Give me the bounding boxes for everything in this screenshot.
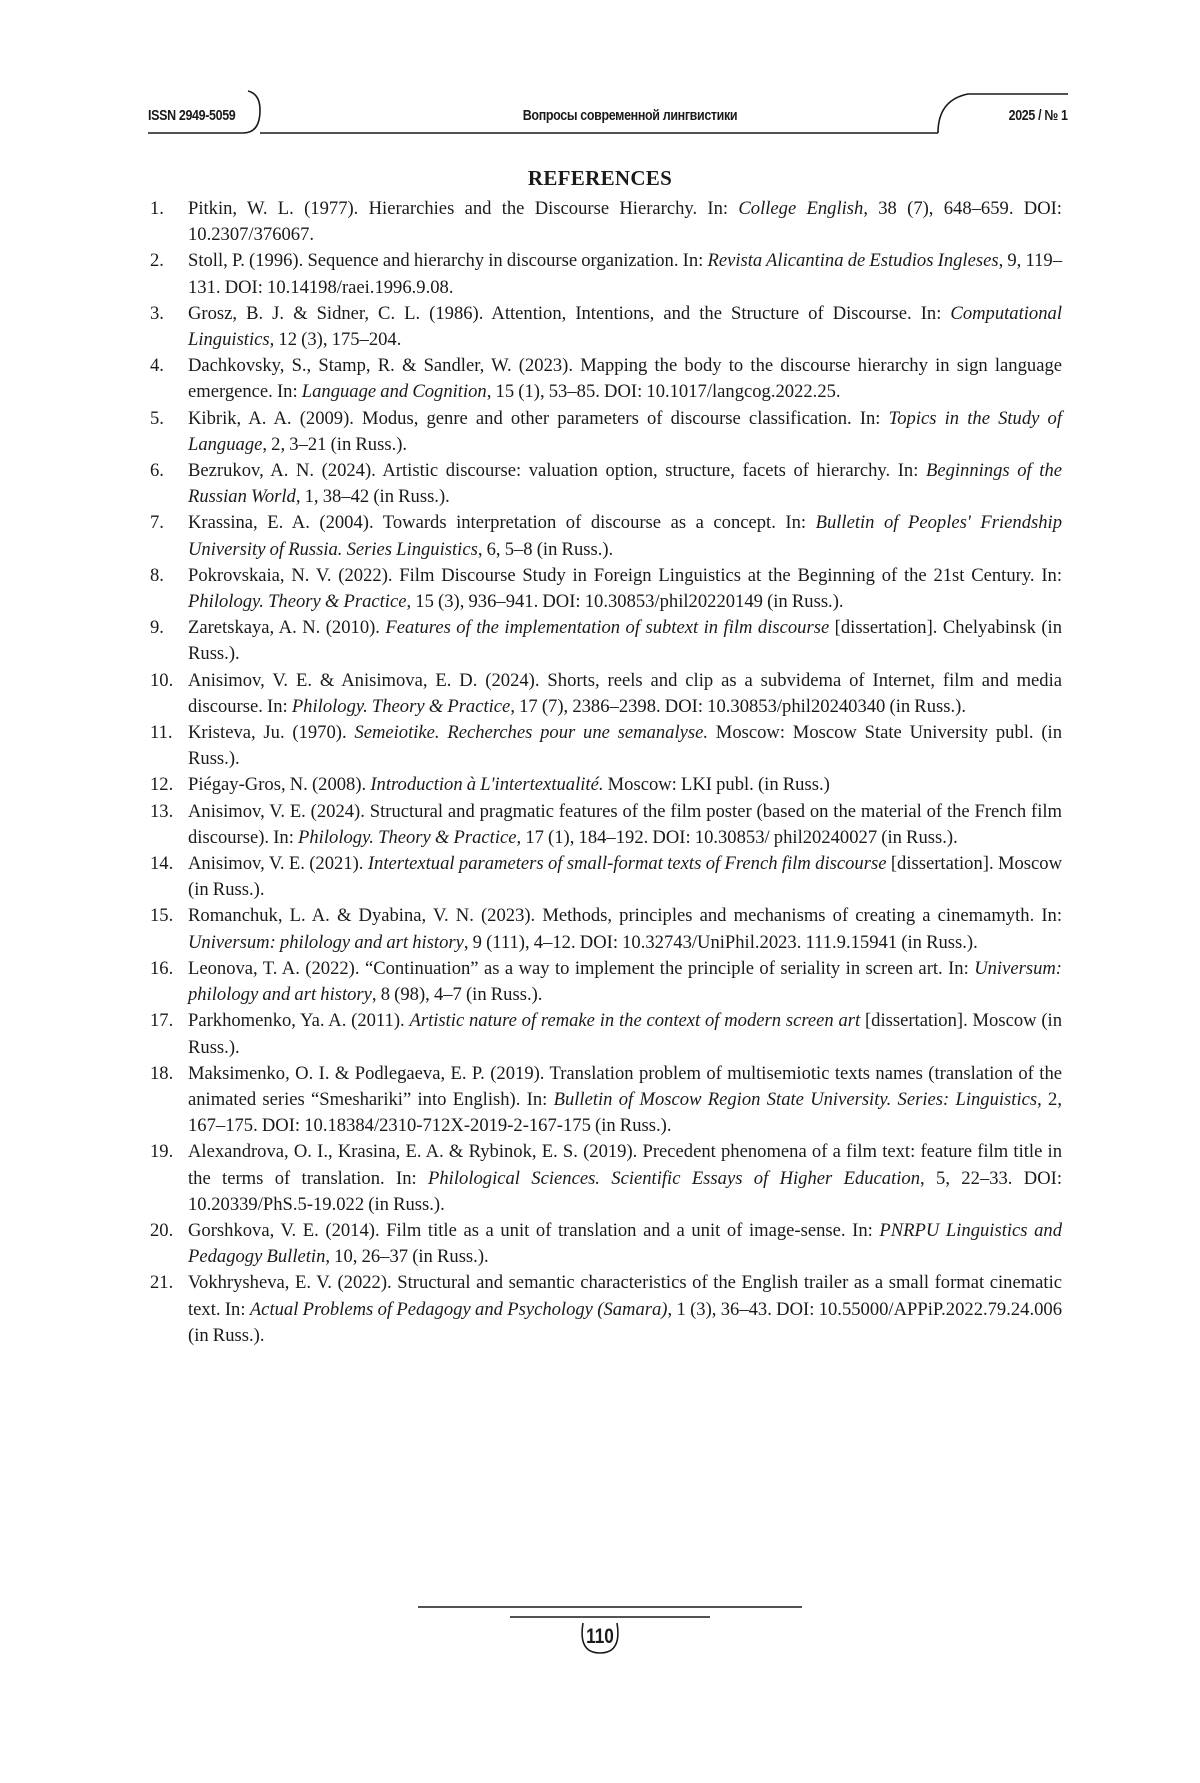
reference-text: , 12 (3), 175–204. (270, 329, 402, 350)
reference-number: 6. (150, 458, 164, 484)
reference-text: Dachkovsky, S., Stamp, R. & Sandler, W. (2023). Mapping the body to the discourse hierarchy in sign language emergence. In: (188, 355, 1062, 402)
reference-text: , 15 (1), 53–85. DOI: 10.1017/langcog.2022.25. (487, 381, 841, 402)
reference-item (150, 1008, 1062, 1060)
issue-label: 2025 / № 1 (1009, 108, 1068, 124)
reference-number: 16. (150, 956, 173, 982)
reference-number: 19. (150, 1139, 173, 1165)
journal-title: Вопросы современной лингвистики (523, 108, 737, 124)
reference-text: Anisimov, V. E. (2024). Structural and pragmatic features of the film poster (based on the materi­al of the French film discourse). In: (188, 801, 1062, 848)
reference-text: Moscow: Moscow State University publ. (in Russ.). (188, 722, 1062, 769)
reference-source-title: Features of the implementation of subtext in film discourse (385, 617, 829, 638)
reference-item (150, 720, 1062, 772)
reference-number: 1. (150, 196, 164, 222)
reference-number: 8. (150, 563, 164, 589)
reference-text: Piégay-Gros, N. (2008). (188, 774, 370, 795)
reference-number: 13. (150, 799, 173, 825)
reference-text: Alexandrova, O. I., Krasina, E. A. & Rybinok, E. S. (2019). Precedent phenomena of a film text: feature film title in the terms of translation. In: (188, 1141, 1062, 1188)
reference-text: Anisimov, V. E. & Anisimova, E. D. (2024). Shorts, reels and clip as a subvidema of Internet, film and media discourse. In: (188, 670, 1062, 717)
reference-text: Gorshkova, V. E. (2014). Film title as a unit of translation and a unit of image-sense. In: (188, 1220, 879, 1241)
reference-source-title: Philology. Theory & Practice (298, 827, 516, 848)
reference-text: , 9 (111), 4–12. DOI: 10.32743/UniPhil.2023. 111.9.15941 (in Russ.). (464, 932, 978, 953)
reference-text: , 15 (3), 936–941. DOI: 10.30853/phil20220149 (in Russ.). (406, 591, 843, 612)
reference-number: 9. (150, 615, 164, 641)
reference-text: Moscow: LKI publ. (in Russ.) (603, 774, 829, 795)
reference-text: Kristeva, Ju. (1970). (188, 722, 354, 743)
reference-text: , 2, 3–21 (in Russ.). (262, 434, 407, 455)
reference-text: , 17 (1), 184–192. DOI: 10.30853/ phil20240027 (in Russ.). (517, 827, 958, 848)
reference-text: Anisimov, V. E. (2021). (188, 853, 368, 874)
reference-text: Zaretskaya, A. N. (2010). (188, 617, 385, 638)
reference-text: Maksimenko, O. I. & Podlegaeva, E. P. (2019). Translation problem of multisemiotic texts names (translation of the animated series “Smeshariki” into English). In: (188, 1063, 1062, 1110)
reference-number: 4. (150, 353, 164, 379)
reference-text: [dissertation]. Chelyabinsk (in Russ.). (188, 617, 1062, 664)
reference-number: 20. (150, 1218, 173, 1244)
reference-text: Romanchuk, L. A. & Dyabina, V. N. (2023). Methods, principles and mechanisms of creating a cinemamyth. In: (188, 905, 1062, 926)
reference-item (150, 196, 1062, 248)
reference-item (150, 301, 1062, 353)
reference-item (150, 851, 1062, 903)
reference-text: Stoll, P. (1996). Sequence and hierarchy in discourse organization. In: (188, 250, 708, 271)
issn-label: ISSN 2949-5059 (148, 108, 235, 124)
reference-item (150, 1270, 1062, 1349)
reference-item (150, 353, 1062, 405)
reference-item (150, 458, 1062, 510)
reference-number: 14. (150, 851, 173, 877)
reference-text: , 17 (7), 2386–2398. DOI: 10.30853/phil20240340 (in Russ.). (510, 696, 966, 717)
running-header (148, 90, 1068, 138)
reference-text: Pokrovskaia, N. V. (2022). Film Discourse Study in Foreign Linguistics at the Beginning of the 21st Century. In: (188, 565, 1062, 586)
reference-number: 11. (150, 720, 173, 746)
reference-item (150, 956, 1062, 1008)
reference-text: Krassina, E. A. (2004). Towards interpretation of discourse as a concept. In: (188, 512, 816, 533)
reference-text: Bezrukov, A. N. (2024). Artistic discourse: valuation option, structure, facets of hierarchy. In: (188, 460, 926, 481)
page-number: 110 (108, 1625, 1092, 1649)
reference-item (150, 248, 1062, 300)
page-footer (0, 1605, 1200, 1665)
reference-source-title: Intertextual parameters of small-format texts of French film discourse (368, 853, 887, 874)
reference-number: 2. (150, 248, 164, 274)
reference-source-title: Universum: philology and art history (188, 958, 1062, 1005)
reference-text: , 1 (3), 36–43. DOI: 10.55000/APPiP.2022.79.24.006 (in Russ.). (188, 1299, 1062, 1346)
reference-source-title: Language and Cognition (302, 381, 487, 402)
reference-text: Parkhomenko, Ya. A. (2011). (188, 1010, 409, 1031)
reference-source-title: Revista Alicantina de Estudios Ingleses (708, 250, 999, 271)
reference-number: 12. (150, 772, 173, 798)
reference-text: , 2, 167–175. DOI: 10.18384/2310-712X-2019-2-167-175 (in Russ.). (188, 1089, 1062, 1136)
reference-source-title: Philology. Theory & Practice (292, 696, 510, 717)
reference-item (150, 799, 1062, 851)
reference-text: , 6, 5–8 (in Russ.). (478, 539, 613, 560)
reference-item (150, 1218, 1062, 1270)
reference-text: , 10, 26–37 (in Russ.). (325, 1246, 488, 1267)
reference-number: 18. (150, 1061, 173, 1087)
reference-number: 10. (150, 668, 173, 694)
reference-text: , 9, 119–131. DOI: 10.14198/raei.1996.9.08. (188, 250, 1062, 297)
reference-text: Vokhrysheva, E. V. (2022). Structural and semantic characteristics of the English trailer as a small format cinematic text. In: (188, 1272, 1062, 1319)
reference-item (150, 406, 1062, 458)
reference-text: Grosz, B. J. & Sidner, C. L. (1986). Attention, Intentions, and the Structure of Discourse. In: (188, 303, 950, 324)
reference-source-title: Bulletin of Moscow Region State Uni­versity. Series: Linguistics (554, 1089, 1038, 1110)
reference-source-title: PNRPU Lin­guistics and Pedagogy Bulletin (188, 1220, 1062, 1267)
reference-text: Leonova, T. A. (2022). “Continuation” as a way to implement the principle of seriality in screen art. In: (188, 958, 974, 979)
reference-source-title: College English (738, 198, 863, 219)
reference-number: 21. (150, 1270, 173, 1296)
reference-item (150, 668, 1062, 720)
reference-source-title: Introduction à L'intertextualité. (370, 774, 603, 795)
reference-text: , 38 (7), 648–659. DOI: 10.2307/376067. (188, 198, 1062, 245)
reference-item (150, 903, 1062, 955)
reference-text: Kibrik, A. A. (2009). Modus, genre and other parameters of discourse classification. In: (188, 408, 889, 429)
reference-source-title: Bulletin of Peoples' Friend­ship University of Russia. Series Linguistics (188, 512, 1062, 559)
reference-source-title: Philological Sciences. Scientific Essays of Higher Education (428, 1168, 920, 1189)
reference-source-title: Begin­nings of the Russian World (188, 460, 1062, 507)
reference-text: Pitkin, W. L. (1977). Hierarchies and the Discourse Hierarchy. In: (188, 198, 738, 219)
reference-item (150, 1139, 1062, 1218)
reference-item (150, 510, 1062, 562)
reference-number: 7. (150, 510, 164, 536)
reference-text: , 8 (98), 4–7 (in Russ.). (372, 984, 543, 1005)
reference-item (150, 772, 1062, 798)
references-heading: REFERENCES (0, 166, 1200, 191)
reference-source-title: Topics in the Study of Language (188, 408, 1062, 455)
reference-text: [disserta­tion]. Moscow (in Russ.). (188, 853, 1062, 900)
reference-source-title: Actual Problems of Pedagogy and Psychology (Samara) (250, 1299, 668, 1320)
reference-source-title: Computa­tional Linguistics (188, 303, 1062, 350)
reference-source-title: Artistic nature of remake in the context of modern screen art (409, 1010, 860, 1031)
reference-text: , 5, 22–33. DOI: 10.20339/PhS.5-19.022 (in Russ.). (188, 1168, 1062, 1215)
reference-text: [disserta­tion]. Moscow (in Russ.). (188, 1010, 1062, 1057)
reference-number: 5. (150, 406, 164, 432)
reference-source-title: Semeiotike. Recherches pour une semanalyse. (354, 722, 708, 743)
reference-number: 17. (150, 1008, 173, 1034)
reference-number: 3. (150, 301, 164, 327)
references-list (150, 196, 1062, 1349)
reference-number: 15. (150, 903, 173, 929)
reference-source-title: Philology. Theory & Practice (188, 591, 406, 612)
reference-source-title: Universum: philology and art history (188, 932, 464, 953)
reference-item (150, 563, 1062, 615)
reference-item (150, 615, 1062, 667)
reference-item (150, 1061, 1062, 1140)
reference-text: , 1, 38–42 (in Russ.). (296, 486, 450, 507)
